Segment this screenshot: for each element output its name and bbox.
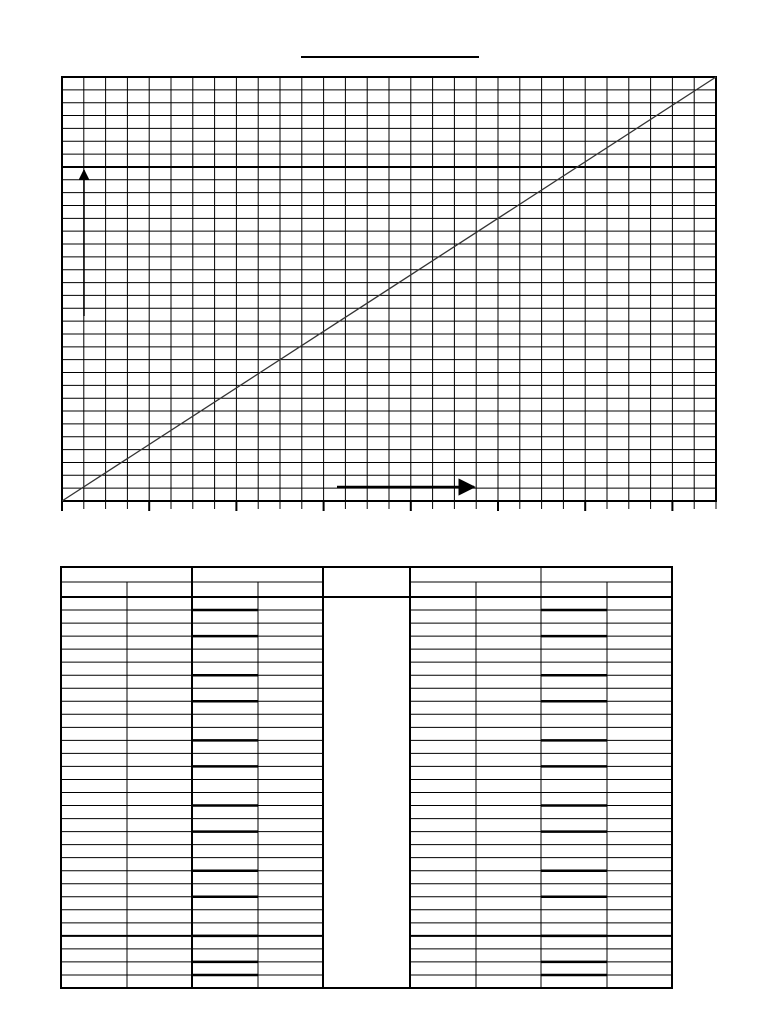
table-frame: [61, 567, 672, 988]
